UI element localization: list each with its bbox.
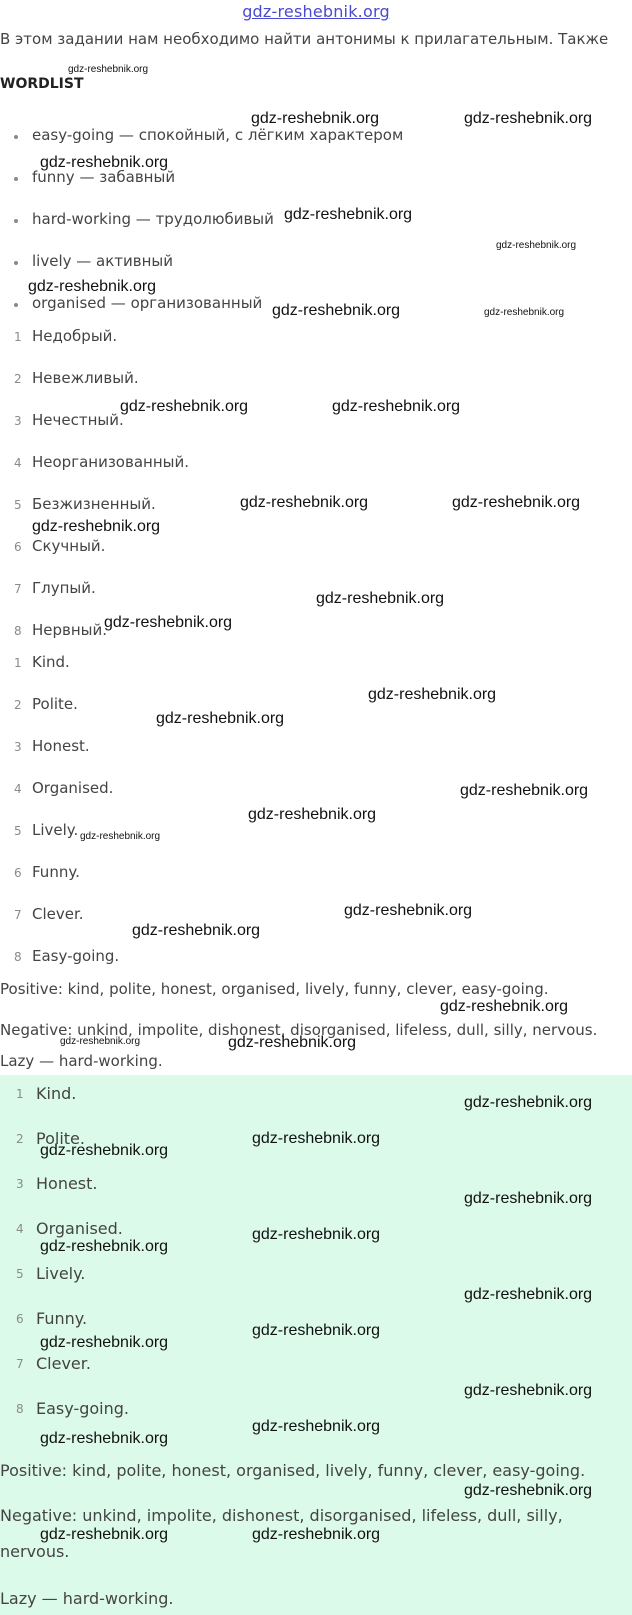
intro-text: В этом задании нам необходимо найти антонимы к прилагательным. Также — [0, 30, 609, 48]
list-number: 6 — [14, 540, 22, 554]
english-item: Honest. — [32, 737, 90, 755]
wordlist-item: funny — забавный — [32, 168, 176, 186]
negative-summary: Negative: unkind, impolite, dishonest, disorganised, lifeless, dull, silly, nervous. — [0, 1021, 598, 1039]
watermark: gdz-reshebnik.org — [240, 494, 369, 511]
wordlist-item: lively — активный — [32, 252, 173, 270]
russian-item: Скучный. — [32, 537, 106, 555]
lazy-summary: Lazy — hard-working. — [0, 1052, 163, 1070]
watermark: gdz-reshebnik.org — [156, 710, 285, 727]
list-number: 1 — [14, 656, 22, 670]
list-number: 6 — [16, 1312, 24, 1326]
english-item: Kind. — [32, 653, 70, 671]
answer-item: Organised. — [36, 1219, 123, 1238]
list-number: 2 — [16, 1132, 24, 1146]
list-number: 4 — [16, 1222, 24, 1236]
list-number: 5 — [14, 498, 22, 512]
russian-item: Нечестный. — [32, 411, 124, 429]
answer-negative-line2: nervous. — [0, 1542, 70, 1561]
wordlist-item: hard-working — трудолюбивый — [32, 210, 274, 228]
bullet-icon — [14, 135, 18, 139]
russian-item: Недобрый. — [32, 327, 118, 345]
list-number: 1 — [16, 1087, 24, 1101]
answer-negative-line1: Negative: unkind, impolite, dishonest, disorganised, lifeless, dull, silly, — [0, 1506, 563, 1525]
list-number: 8 — [14, 624, 22, 638]
watermark: gdz-reshebnik.org — [40, 154, 169, 171]
english-item: Polite. — [32, 695, 78, 713]
watermark: gdz-reshebnik.org — [132, 922, 261, 939]
wordlist-title: WORDLIST — [0, 76, 84, 92]
watermark: gdz-reshebnik.org — [68, 64, 149, 75]
watermark: gdz-reshebnik.org — [252, 1226, 381, 1243]
russian-item: Невежливый. — [32, 369, 139, 387]
watermark: gdz-reshebnik.org — [40, 1526, 169, 1543]
watermark: gdz-reshebnik.org — [248, 806, 377, 823]
list-number: 3 — [16, 1177, 24, 1191]
russian-item: Безжизненный. — [32, 495, 156, 513]
answer-item: Kind. — [36, 1084, 77, 1103]
watermark: gdz-reshebnik.org — [440, 998, 569, 1015]
positive-summary: Positive: kind, polite, honest, organised, lively, funny, clever, easy-going. — [0, 980, 549, 998]
watermark: gdz-reshebnik.org — [484, 307, 565, 318]
list-number: 2 — [14, 372, 22, 386]
watermark: gdz-reshebnik.org — [332, 398, 461, 415]
bullet-icon — [14, 261, 18, 265]
list-number: 6 — [14, 866, 22, 880]
english-item: Funny. — [32, 863, 80, 881]
list-number: 7 — [14, 908, 22, 922]
watermark: gdz-reshebnik.org — [252, 1418, 381, 1435]
answer-item: Honest. — [36, 1174, 98, 1193]
watermark: gdz-reshebnik.org — [28, 278, 157, 295]
russian-item: Неорганизованный. — [32, 453, 189, 471]
watermark: gdz-reshebnik.org — [40, 1430, 169, 1447]
english-item: Clever. — [32, 905, 84, 923]
list-number: 4 — [14, 782, 22, 796]
watermark: gdz-reshebnik.org — [316, 590, 445, 607]
list-number: 8 — [16, 1402, 24, 1416]
watermark: gdz-reshebnik.org — [80, 831, 161, 842]
list-number: 2 — [14, 698, 22, 712]
watermark: gdz-reshebnik.org — [460, 782, 589, 799]
watermark: gdz-reshebnik.org — [272, 302, 401, 319]
list-number: 7 — [16, 1357, 24, 1371]
wordlist-item: organised — организованный — [32, 294, 263, 312]
watermark: gdz-reshebnik.org — [464, 110, 593, 127]
answer-positive: Positive: kind, polite, honest, organised, lively, funny, clever, easy-going. — [0, 1461, 586, 1480]
watermark: gdz-reshebnik.org — [32, 518, 161, 535]
answer-item: Funny. — [36, 1309, 88, 1328]
answer-item: Easy-going. — [36, 1399, 129, 1418]
watermark: gdz-reshebnik.org — [60, 1036, 141, 1047]
watermark: gdz-reshebnik.org — [252, 1322, 381, 1339]
english-item: Easy-going. — [32, 947, 120, 965]
russian-item: Нервный. — [32, 621, 108, 639]
list-number: 8 — [14, 950, 22, 964]
english-item: Lively. — [32, 821, 79, 839]
wordlist-item: easy-going — спокойный, с лёгким характером — [32, 126, 404, 144]
watermark: gdz-reshebnik.org — [464, 1190, 593, 1207]
watermark: gdz-reshebnik.org — [284, 206, 413, 223]
watermark: gdz-reshebnik.org — [464, 1094, 593, 1111]
watermark: gdz-reshebnik.org — [464, 1286, 593, 1303]
watermark: gdz-reshebnik.org — [40, 1334, 169, 1351]
watermark: gdz-reshebnik.org — [40, 1142, 169, 1159]
watermark: gdz-reshebnik.org — [252, 1526, 381, 1543]
russian-item: Глупый. — [32, 579, 96, 597]
list-number: 3 — [14, 414, 22, 428]
list-number: 7 — [14, 582, 22, 596]
watermark: gdz-reshebnik.org — [120, 398, 249, 415]
answer-item: Clever. — [36, 1354, 91, 1373]
answer-lazy: Lazy — hard-working. — [0, 1589, 174, 1608]
watermark: gdz-reshebnik.org — [496, 240, 577, 251]
watermark: gdz-reshebnik.org — [251, 110, 380, 127]
list-number: 1 — [14, 330, 22, 344]
bullet-icon — [14, 303, 18, 307]
watermark: gdz-reshebnik.org — [452, 494, 581, 511]
watermark: gdz-reshebnik.org — [344, 902, 473, 919]
english-item: Organised. — [32, 779, 114, 797]
list-number: 5 — [16, 1267, 24, 1281]
bullet-icon — [14, 219, 18, 223]
watermark: gdz-reshebnik.org — [464, 1382, 593, 1399]
answer-item: Polite. — [36, 1129, 85, 1148]
watermark: gdz-reshebnik.org — [464, 1482, 593, 1499]
bullet-icon — [14, 177, 18, 181]
answer-item: Lively. — [36, 1264, 86, 1283]
watermark: gdz-reshebnik.org — [104, 614, 233, 631]
site-link[interactable]: gdz-reshebnik.org — [242, 2, 390, 21]
watermark: gdz-reshebnik.org — [40, 1238, 169, 1255]
list-number: 4 — [14, 456, 22, 470]
watermark: gdz-reshebnik.org — [252, 1130, 381, 1147]
watermark: gdz-reshebnik.org — [368, 686, 497, 703]
list-number: 3 — [14, 740, 22, 754]
list-number: 5 — [14, 824, 22, 838]
watermark: gdz-reshebnik.org — [228, 1034, 357, 1051]
